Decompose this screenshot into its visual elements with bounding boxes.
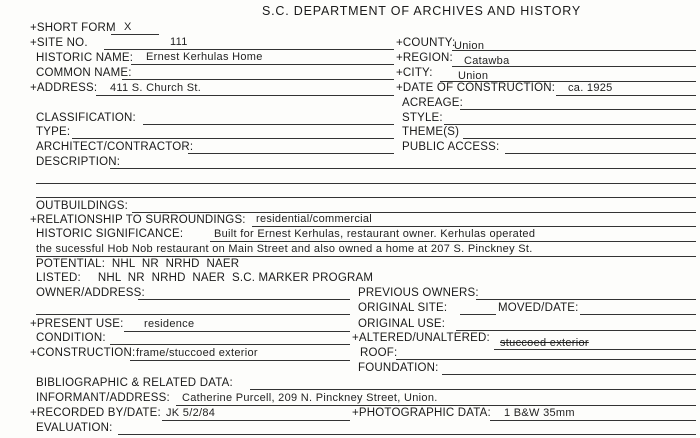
recorded-by-line bbox=[162, 420, 350, 421]
short-form-label: +SHORT FORM bbox=[30, 22, 116, 34]
roof-line bbox=[396, 359, 696, 360]
theme-label: THEME(S) bbox=[402, 126, 460, 138]
photographic-label: +PHOTOGRAPHIC DATA: bbox=[352, 407, 491, 419]
significance-line-1 bbox=[210, 241, 696, 242]
site-no-value[interactable]: 111 bbox=[170, 36, 188, 48]
significance-value-2[interactable]: the sucessful Hob Nob restaurant on Main Street and also owned a home at 207 S. Pinckney St. bbox=[36, 243, 533, 255]
present-use-value[interactable]: residence bbox=[144, 318, 195, 330]
moved-date-label: MOVED/DATE: bbox=[498, 302, 579, 314]
county-value[interactable]: Union bbox=[454, 40, 485, 52]
acreage-line bbox=[460, 109, 696, 110]
original-use-line bbox=[456, 330, 696, 331]
bibliographic-line bbox=[250, 389, 696, 390]
historic-name-value[interactable]: Ernest Kerhulas Home bbox=[146, 51, 263, 63]
address-value[interactable]: 411 S. Church St. bbox=[110, 82, 202, 94]
foundation-label: FOUNDATION: bbox=[358, 362, 439, 374]
region-value[interactable]: Catawba bbox=[464, 55, 510, 67]
public-access-line bbox=[505, 153, 696, 154]
photographic-value[interactable]: 1 B&W 35mm bbox=[504, 407, 575, 419]
relationship-value[interactable]: residential/commercial bbox=[256, 213, 373, 225]
original-site-line bbox=[460, 314, 496, 315]
address-line bbox=[96, 95, 394, 96]
region-line bbox=[452, 66, 696, 67]
address-label: +ADDRESS: bbox=[30, 82, 98, 94]
moved-date-line bbox=[580, 314, 696, 315]
county-line bbox=[452, 50, 696, 51]
theme-line bbox=[463, 138, 696, 139]
evaluation-line bbox=[118, 434, 696, 435]
date-construction-line bbox=[556, 95, 696, 96]
construction-label: +CONSTRUCTION: bbox=[30, 347, 136, 359]
owner-address-label: OWNER/ADDRESS: bbox=[36, 287, 145, 299]
acreage-label: ACREAGE: bbox=[402, 97, 464, 109]
outbuildings-line bbox=[132, 212, 696, 213]
classification-label: CLASSIFICATION: bbox=[36, 112, 136, 124]
informant-label: INFORMANT/ADDRESS: bbox=[36, 392, 170, 404]
evaluation-label: EVALUATION: bbox=[36, 422, 113, 434]
historic-name-label: HISTORIC NAME: bbox=[36, 52, 134, 64]
informant-line bbox=[176, 405, 696, 406]
recorded-by-value[interactable]: JK 5/2/84 bbox=[166, 407, 216, 419]
recorded-by-label: +RECORDED BY/DATE: bbox=[30, 407, 161, 419]
altered-value[interactable]: stuccoed exterior bbox=[500, 337, 589, 349]
short-form-value[interactable]: X bbox=[124, 21, 132, 33]
significance-line-2 bbox=[36, 256, 696, 257]
construction-value[interactable]: frame/stuccoed exterior bbox=[136, 347, 258, 359]
description-label: DESCRIPTION: bbox=[36, 156, 121, 168]
informant-value[interactable]: Catherine Purcell, 209 N. Pinckney Street, Union. bbox=[182, 392, 438, 404]
condition-line bbox=[110, 344, 350, 345]
page-title: S.C. DEPARTMENT OF ARCHIVES AND HISTORY bbox=[262, 4, 581, 18]
roof-label: ROOF: bbox=[360, 347, 398, 359]
relationship-line bbox=[252, 226, 696, 227]
significance-value-1[interactable]: Built for Ernest Kerhulas, restaurant owner. Kerhulas operated bbox=[214, 228, 536, 240]
present-use-label: +PRESENT USE: bbox=[30, 318, 124, 330]
city-value[interactable]: Union bbox=[458, 70, 489, 82]
previous-owners-label: PREVIOUS OWNERS: bbox=[358, 287, 479, 299]
condition-label: CONDITION: bbox=[36, 332, 106, 344]
type-line bbox=[72, 138, 394, 139]
bibliographic-label: BIBLIOGRAPHIC & RELATED DATA: bbox=[36, 377, 233, 389]
county-label: +COUNTY: bbox=[396, 37, 456, 49]
description-line-3 bbox=[36, 197, 696, 198]
owner-address-line bbox=[138, 299, 350, 300]
original-site-label: ORIGINAL SITE: bbox=[358, 302, 448, 314]
style-line bbox=[444, 124, 696, 125]
relationship-label: +RELATIONSHIP TO SURROUNDINGS: bbox=[30, 214, 246, 226]
photographic-line bbox=[490, 420, 696, 421]
significance-label: HISTORIC SIGNIFICANCE: bbox=[36, 228, 184, 240]
outbuildings-label: OUTBUILDINGS: bbox=[36, 200, 129, 212]
present-use-line bbox=[124, 331, 350, 332]
altered-line bbox=[494, 349, 696, 350]
style-label: STYLE: bbox=[402, 112, 443, 124]
city-label: +CITY: bbox=[396, 67, 433, 79]
type-label: TYPE: bbox=[36, 126, 71, 138]
public-access-label: PUBLIC ACCESS: bbox=[402, 141, 500, 153]
altered-label: +ALTERED/UNALTERED: bbox=[352, 332, 490, 344]
listed-options[interactable]: LISTED: NHL NR NRHD NAER S.C. MARKER PROGRAM bbox=[36, 272, 374, 284]
foundation-line bbox=[442, 374, 696, 375]
date-construction-label: +DATE OF CONSTRUCTION: bbox=[396, 82, 556, 94]
description-line-2 bbox=[36, 183, 696, 184]
historic-name-line bbox=[131, 64, 394, 65]
construction-line bbox=[130, 360, 350, 361]
site-no-label: +SITE NO. bbox=[30, 37, 88, 49]
architect-label: ARCHITECT/CONTRACTOR: bbox=[36, 141, 194, 153]
site-no-line bbox=[104, 49, 394, 50]
owner-address-line-2 bbox=[36, 314, 350, 315]
region-label: +REGION: bbox=[396, 52, 453, 64]
potential-options[interactable]: POTENTIAL: NHL NR NRHD NAER bbox=[36, 258, 240, 270]
description-line-1 bbox=[110, 168, 696, 169]
classification-line bbox=[143, 124, 394, 125]
previous-owners-line bbox=[476, 299, 696, 300]
architect-line bbox=[188, 153, 394, 154]
date-construction-value[interactable]: ca. 1925 bbox=[568, 82, 613, 94]
common-name-line bbox=[122, 79, 394, 80]
common-name-label: COMMON NAME: bbox=[36, 67, 132, 79]
original-use-label: ORIGINAL USE: bbox=[358, 318, 446, 330]
short-form-line bbox=[111, 34, 159, 35]
